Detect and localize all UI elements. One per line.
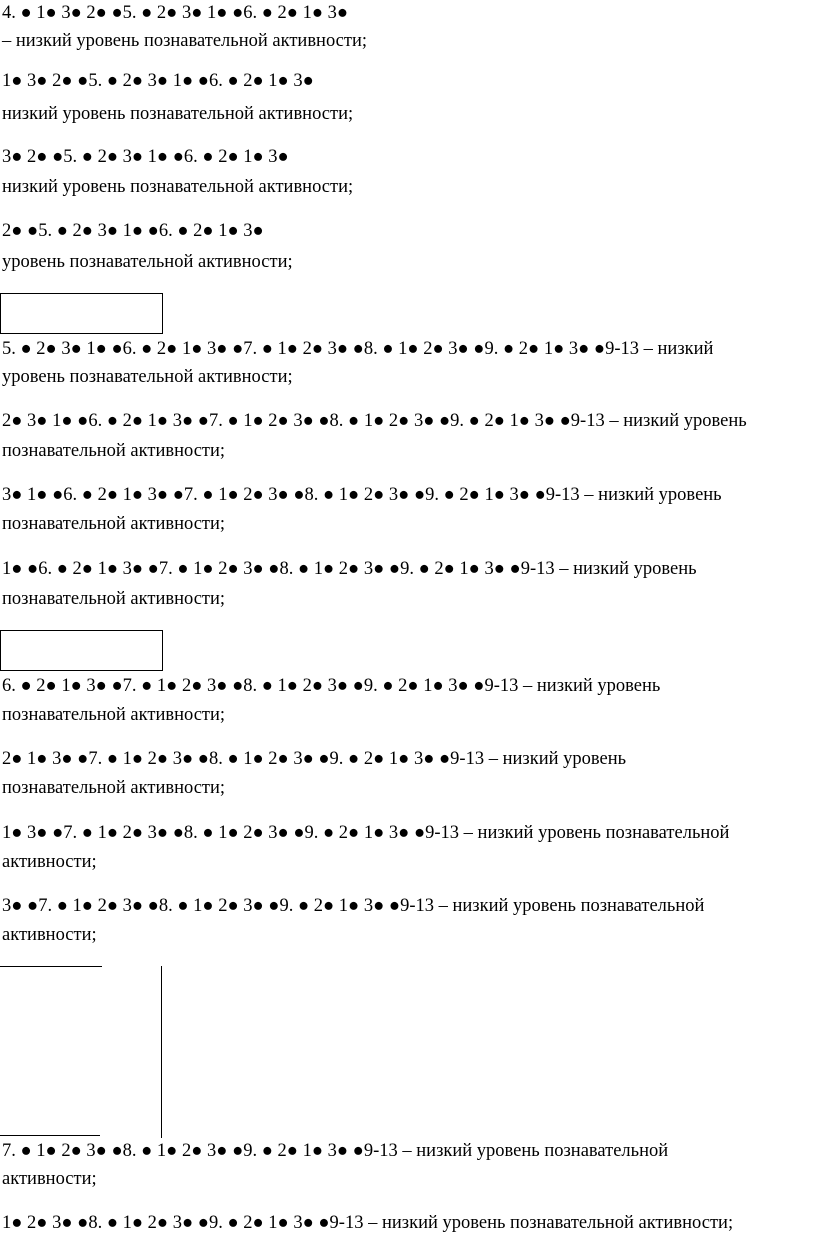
text-line: познавательной активности; [2,778,226,798]
text-line: 2● ●5. ● 2● 3● 1● ●6. ● 2● 1● 3● [2,221,264,241]
horizontal-rule [0,966,102,967]
empty-box [0,630,163,671]
text-line: 1● 3● 2● ●5. ● 2● 3● 1● ●6. ● 2● 1● 3● [2,71,314,91]
text-line: 1● ●6. ● 2● 1● 3● ●7. ● 1● 2● 3● ●8. ● 1● 2● 3● ●9. ● 2● 1● 3● ●9-13 – низкий уровень [2,559,697,579]
text-line: 5. ● 2● 3● 1● ●6. ● 2● 1● 3● ●7. ● 1● 2● 3● ●8. ● 1● 2● 3● ●9. ● 2● 1● 3● ●9-13 – низкий [2,339,714,359]
text-line: активности; [2,925,97,945]
text-line: 3● 2● ●5. ● 2● 3● 1● ●6. ● 2● 1● 3● [2,147,289,167]
text-line: активности; [2,852,97,872]
text-line: познавательной активности; [2,589,226,609]
empty-box [0,293,163,334]
text-line: 1● 2● 3● ●8. ● 1● 2● 3● ●9. ● 2● 1● 3● ●9-13 – низкий уровень познавательной активности; [2,1213,734,1233]
text-line: низкий уровень познавательной активности; [2,177,354,197]
text-line: 7. ● 1● 2● 3● ●8. ● 1● 2● 3● ●9. ● 2● 1● 3● ●9-13 – низкий уровень познавательной [2,1141,669,1161]
text-line: низкий уровень познавательной активности; [2,104,354,124]
text-line: активности; [2,1169,97,1189]
horizontal-rule [0,1135,100,1136]
text-line: уровень познавательной активности; [2,252,293,272]
text-line: познавательной активности; [2,441,226,461]
text-line: познавательной активности; [2,514,226,534]
text-line: 3● 1● ●6. ● 2● 1● 3● ●7. ● 1● 2● 3● ●8. ● 1● 2● 3● ●9. ● 2● 1● 3● ●9-13 – низкий уровень [2,485,722,505]
text-line: 2● 1● 3● ●7. ● 1● 2● 3● ●8. ● 1● 2● 3● ●9. ● 2● 1● 3● ●9-13 – низкий уровень [2,749,627,769]
text-line: 1● 3● ●7. ● 1● 2● 3● ●8. ● 1● 2● 3● ●9. ● 2● 1● 3● ●9-13 – низкий уровень познавательной [2,823,730,843]
text-line: 6. ● 2● 1● 3● ●7. ● 1● 2● 3● ●8. ● 1● 2● 3● ●9. ● 2● 1● 3● ●9-13 – низкий уровень [2,676,661,696]
text-line: 4. ● 1● 3● 2● ●5. ● 2● 3● 1● ●6. ● 2● 1● 3● [2,3,349,23]
text-line: уровень познавательной активности; [2,367,293,387]
vertical-rule [161,966,162,1138]
text-line: – низкий уровень познавательной активности; [2,31,368,51]
text-line: познавательной активности; [2,705,226,725]
text-line: 2● 3● 1● ●6. ● 2● 1● 3● ●7. ● 1● 2● 3● ●8. ● 1● 2● 3● ●9. ● 2● 1● 3● ●9-13 – низкий уровень [2,411,747,431]
text-line: 3● ●7. ● 1● 2● 3● ●8. ● 1● 2● 3● ●9. ● 2● 1● 3● ●9-13 – низкий уровень познавательной [2,896,705,916]
